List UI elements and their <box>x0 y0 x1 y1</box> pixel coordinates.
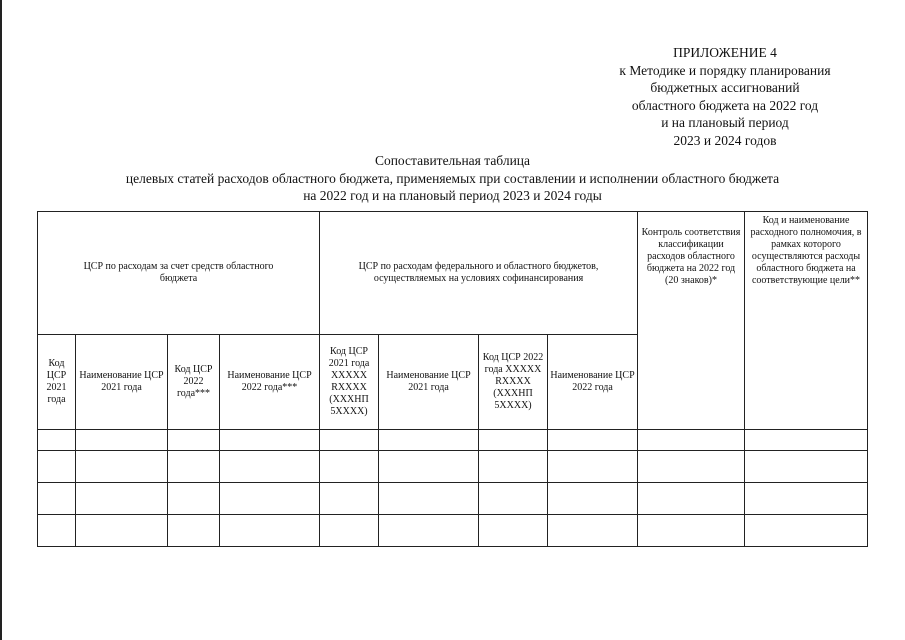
table-cell <box>76 515 168 547</box>
appendix-line: и на плановый период <box>661 115 789 130</box>
appendix-line: 2023 и 2024 годов <box>673 132 777 148</box>
table-cell <box>220 483 320 515</box>
appendix-line: ПРИЛОЖЕНИЕ 4 <box>673 45 777 60</box>
table-cell <box>320 483 379 515</box>
col-fed-code-2022: Код ЦСР 2022 года XXXXX RXXXX (XXXНП 5XXXX) <box>479 335 548 430</box>
table-row <box>38 451 868 483</box>
table-cell <box>38 483 76 515</box>
table-cell <box>548 430 638 451</box>
table-header-row <box>38 212 868 335</box>
appendix-block <box>560 44 890 149</box>
table-cell <box>379 515 479 547</box>
table-cell <box>76 430 168 451</box>
table-cell <box>76 483 168 515</box>
col-name-2021: Наименование ЦСР 2021 года <box>76 335 168 430</box>
appendix-line: к Методике и порядку планирования <box>619 62 831 78</box>
table-cell <box>745 430 868 451</box>
table-cell <box>38 430 76 451</box>
document-title <box>0 152 905 205</box>
table-cell <box>320 515 379 547</box>
table-cell <box>168 451 220 483</box>
table-cell <box>379 483 479 515</box>
comparison-table <box>37 211 868 547</box>
table-cell <box>548 483 638 515</box>
page-scan-edge <box>0 0 2 640</box>
table-cell <box>38 515 76 547</box>
appendix-line: бюджетных ассигнований <box>650 80 800 95</box>
table-cell <box>168 483 220 515</box>
col-code-2021: Код ЦСР 2021 года <box>38 335 76 430</box>
title-line: на 2022 год и на плановый период 2023 и 2024 годы <box>303 188 602 203</box>
table-cell <box>168 430 220 451</box>
table-cell <box>379 430 479 451</box>
table-cell <box>745 451 868 483</box>
col-name-2022: Наименование ЦСР 2022 года*** <box>220 335 320 430</box>
table-row <box>38 430 868 451</box>
table-cell <box>638 451 745 483</box>
col-fed-name-2022: Наименование ЦСР 2022 года <box>548 335 638 430</box>
table-row <box>38 515 868 547</box>
table-cell <box>320 430 379 451</box>
header-classification-control: Контроль соответствия классификации расходов областного бюджета на 2022 год (20 знаков)* <box>638 212 745 430</box>
header-federal-regional-budget: ЦСР по расходам федерального и областного бюджетов, осуществляемых на условиях софинансирования <box>320 212 638 335</box>
table-cell <box>638 430 745 451</box>
table-cell <box>548 451 638 483</box>
col-fed-code-2021: Код ЦСР 2021 года XXXXX RXXXX (XXXНП 5XXXX) <box>320 335 379 430</box>
table-cell <box>479 515 548 547</box>
table-cell <box>76 451 168 483</box>
appendix-line: областного бюджета на 2022 год <box>631 97 819 113</box>
table-cell <box>638 483 745 515</box>
table-cell <box>220 451 320 483</box>
header-spending-authority: Код и наименование расходного полномочия, в рамках которого осуществляются расходы областного бюджета на соответствующие цели** <box>745 212 868 430</box>
table-cell <box>220 430 320 451</box>
table-cell <box>479 451 548 483</box>
col-fed-name-2021: Наименование ЦСР 2021 года <box>379 335 479 430</box>
table-cell <box>479 483 548 515</box>
table-cell <box>220 515 320 547</box>
table-cell <box>548 515 638 547</box>
table-cell <box>168 515 220 547</box>
table-cell <box>38 451 76 483</box>
table-cell <box>320 451 379 483</box>
table-cell <box>745 515 868 547</box>
title-line: Сопоставительная таблица <box>374 153 531 168</box>
table-row <box>38 483 868 515</box>
header-regional-budget: ЦСР по расходам за счет средств областного бюджета <box>38 212 320 335</box>
table-cell <box>638 515 745 547</box>
title-line: целевых статей расходов областного бюджета, применяемых при составлении и исполнении областного бюджета <box>125 170 780 186</box>
table-cell <box>379 451 479 483</box>
table-cell <box>479 430 548 451</box>
col-code-2022: Код ЦСР 2022 года*** <box>168 335 220 430</box>
table-cell <box>745 483 868 515</box>
